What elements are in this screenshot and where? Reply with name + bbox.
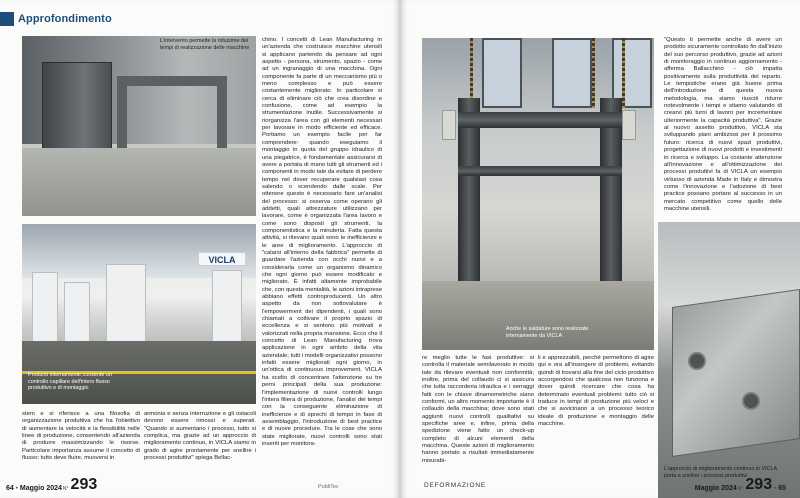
section-title: Approfondimento (18, 13, 112, 25)
photo-assembly-floor (22, 36, 256, 216)
page-number: 64 (6, 485, 14, 492)
text-column-right: "Questo ti permette anche di avere un prodotto sicuramente controllato fin dall'inizio del suo percorso produttivo, grazie ad azioni di monitoraggio in continuo aggiornamento - afferma Ballacchino - ciò impatta positivamente sulla produttività del reparto. Le tempistiche erano già buone prima dell'introduzione di questa nuova metodologia, ma siamo riusciti ridurre notevolmente i tempi e stiamo valutando di crearvi più turni di lavoro per incrementare ulteriormente la capacità produttiva". Grazie al nuovo assetto produttivo, VICLA sta sviluppando piani ambiziosi per il prossimo futuro: ricerca di nuovi spazi produttivi, progettazione di nuovi prodotti e investimenti in ricerca e sviluppo. La costante attenzione all'innovazione e all'ottimizzazione dei processi produttivi fa di VICLA un esempio virtuoso di azienda Made in Italy e dimostra come l'innovazione e l'adozione di best practice possano portare al successo in un mercato competitivo come quello delle macchine utensili. (664, 37, 782, 212)
photo-welded-frame (422, 38, 654, 350)
page-number: 65 (778, 485, 786, 492)
photo-plate-caption: L'approccio di miglioramento continuo in VICLA porta a snellire i processi produttivi (664, 466, 777, 479)
right-footer: Maggio 2024 N° 293 • 65 (694, 476, 786, 493)
photo-press-line (22, 224, 256, 404)
photo-steel-plate (658, 222, 800, 498)
text-column-right: chino. I concetti di Lean Manufacturing in un'azienda che costruisce macchine utensili si applicano partendo da pensare ad ogni aspetto - persona, strumento, spazio - come ad un ingranaggio di una macchina. Ogni componente fa parte di un meccanismo più o meno complesso e può essere costantemente migliorato. In particolare si cerca di eliminare ciò che crea disordine e confusione, come ad esempio la strumentazione inutile. Successivamente si riorganizza l'area con gli elementi necessari per lavorare in modo efficiente ed efficace. Portiamo un esempio facile per far comprendere: quando eseguiamo il montaggio in quota del gruppo idraulico di una piegatrice, è fondamentale assicurarsi di avere a portata di mano tutti gli strumenti ed i componenti in modo tale da evitare di perdere tempo nel dover recuperare qualsiasi cosa salendo o scendendo dalle scale. Per ottenere questo è necessario fare un'analisi del processo: si osserva come operano gli addetti, quali attrezzature utilizzano per lavorare, come è organizzata l'area lavoro e come sono disposti gli strumenti, la componentistica e la minuteria. Fatta questa attività, si rilevano quali sono le inefficienze e le aree di miglioramento. L'approccio di "calarsi all'interno della fabbrica" permette di guardare l'azienda con occhi nuovi e a considerarla come un organismo dinamico che ogni giorno può essere modificato e migliorato. È infatti altamente improbabile che, con questa mentalità, le azioni intraprese abbiano effetti controproducenti. Un altro aspetto da non sottovalutare è l'empowerment dei dipendenti, i quali sono chiamati a coltivare il proprio spazio di eccellenza e si sentono più motivati e valorizzati nella propria mansione. Ecco che il concetto di Lean Manufacturing trova applicazione in ogni ambito della vita aziendale; tutti i modelli organizzativi possono infatti essere migliorati ogni giorno, in un'ottica di continuous improvement. VICLA ha scelto di concentrare l'attenzione su tre perni principali della sua produzione: l'implementazione di nuovi controlli lungo l'intera filiera di produzione, l'analisi dei tempi con la conseguente eliminazione di inefficienze e di sprechi di tempo in fase di assemblaggio, l'introduzione di best practice e di nuove procedure. Tra le cose che sono state migliorate, nuovi controlli sono stati inseriti per monitora- (262, 37, 382, 447)
magazine-section-name: DEFORMAZIONE (424, 482, 486, 489)
section-marker (0, 12, 14, 26)
section-tag (0, 10, 112, 28)
frame-beam-top (458, 112, 622, 128)
text-column-bottom-left: stem e si riferisce a una filosofia di organizzazione produttiva che ha l'obiettivo di aumentare la velocità e la flessibilità nelle linee di produzione, consentendo all'azienda di produrre massimizzando le risorse. Particolare importanza assume il concetto di flusso: tutto deve fluire, muoversi in (22, 411, 140, 462)
photo-bottom-caption: Prodursi internamente consente un controllo capillare dell'intero flusso produttivo e di montaggio (28, 372, 112, 392)
issue-month: Maggio 2024 (694, 485, 737, 492)
photo-top-caption: L'intervento permette la riduzione dei tempi di realizzazione delle macchine (160, 38, 250, 51)
photo-frame-caption: Anche le saldature sono realizzate internamente da VICLA (506, 326, 589, 339)
issue-number: 293 (745, 476, 773, 493)
steel-plate (672, 289, 800, 457)
left-footer: 64 • Maggio 2024 N° 293 (6, 476, 98, 493)
text-column-bottom-mid: li e apprezzabili, perché permettono di agire qui e ora all'insorgere di problemi, evitando quindi di trovarsi alla fine del ciclo produttivo accorgendosi che qualcosa non funziona e dover quindi ricercare che cosa ha determinato eventuali problemi: tutto ciò si traduce in tempi di produzione più veloci e che si avvicinano a un processo teorico ideale di produzione e montaggio delle macchine. (538, 355, 654, 428)
issue-number: 293 (70, 476, 98, 493)
right-page (400, 0, 800, 498)
text-column-bottom-left: re meglio tutte le fasi produttive: si controlla il materiale semilavorato in modo tale da rilevare eventuali non conformità; inoltre, prima del collaudo ci si assicura che tutta raccorderia idraulica e i serraggi fatti con le chiave dinamometriche siano conformi, un altro momento importante è il collaudo della macchina; dove sono stati aggiunti nuovi controlli qualitativi su specifiche aree e, infine, prima della spedizione viene fatto un check-up completo di alcuni elementi della macchina. Queste azioni di miglioramento hanno portato a risultati immediatamente misurabi- (422, 355, 534, 464)
text-column-bottom-mid: armonia e senza interruzione e gli ostacoli devono essere rimossi e superati. "Quando si aumentano i processi, tutto si complica, ma grazie ad un approccio di miglioramento continuo, in VICLA siamo in grado di agire prontamente per snellire i processi produttivi" spiega Bellac- (144, 411, 256, 462)
publisher-mark: PubliTec (318, 484, 339, 490)
issue-month: Maggio 2024 (19, 485, 62, 492)
vicla-logo-sign: VICLA (198, 252, 246, 266)
